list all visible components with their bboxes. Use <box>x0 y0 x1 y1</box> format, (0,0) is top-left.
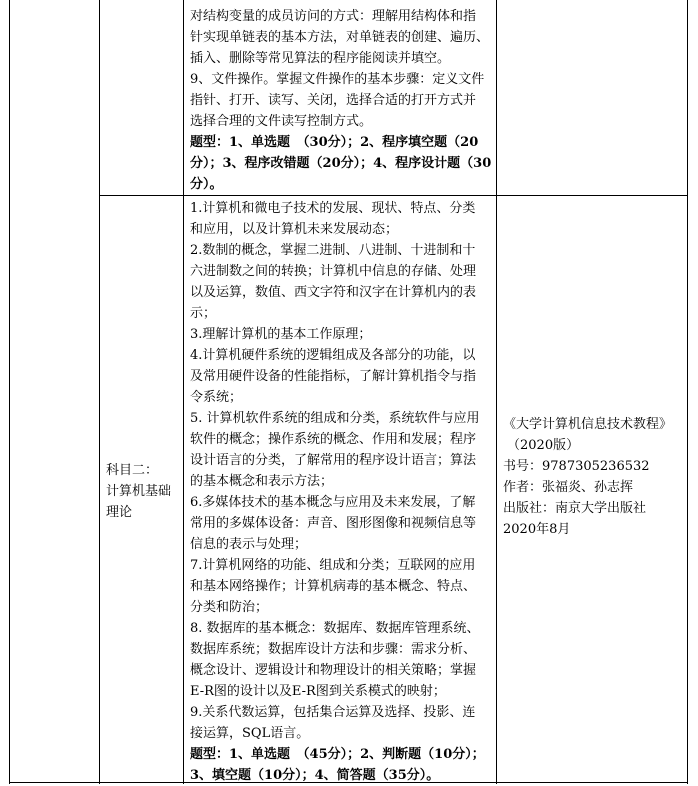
reference-line: 《大学计算机信息技术教程》 <box>503 417 673 432</box>
reference-line: 书号：9787305236532 <box>503 459 650 474</box>
row1-content-line: 对结构变量的成员访问的方式：理解用结构体和指 <box>190 9 477 24</box>
reference-line: （2020版） <box>507 438 580 453</box>
row2-content-line: 和应用，以及计算机未来发展动态； <box>190 222 399 237</box>
row2-content-line: 1.计算机和微电子技术的发展、现状、特点、分类 <box>190 201 476 216</box>
row2-content-line: 常用的多媒体设备：声音、图形图像和视频信息等 <box>190 516 477 531</box>
table-col-divider-1 <box>99 0 100 784</box>
row2-reference-cell <box>503 414 685 540</box>
row1-content-line: 9、文件操作。掌握文件操作的基本步骤：定义文件 <box>190 72 485 87</box>
row2-content-line: 的基本概念和表示方法； <box>190 474 334 489</box>
row2-subject-cell <box>106 460 182 523</box>
row2-content-line: 概念设计、逻辑设计和物理设计的相关策略；掌握 <box>190 663 477 678</box>
row1-content-line: 针实现单链表的基本方法，对单链表的创建、遍历、 <box>190 30 490 45</box>
table-border-left <box>9 0 10 784</box>
row2-content-line: 2.数制的概念，掌握二进制、八进制、十进制和十 <box>190 243 476 258</box>
row2-content-line: 及常用硬件设备的性能指标，了解计算机指令与指 <box>190 369 477 384</box>
table-col-divider-3 <box>496 0 497 784</box>
reference-line: 出版社：南京大学出版社 <box>503 501 647 516</box>
subject-line: 理论 <box>106 505 133 520</box>
row2-content-line: 7.计算机网络的功能、组成和分类；互联网的应用 <box>190 558 476 573</box>
row2-question-types-line: 3、填空题（10分）；4、简答题（35分）。 <box>190 768 440 783</box>
row2-content-line: 8. 数据库的基本概念：数据库、数据库管理系统、 <box>190 621 480 636</box>
row2-content-line: 和基本网络操作；计算机病毒的基本概念、特点、 <box>190 579 477 594</box>
row2-content-line: 数据库系统；数据库设计方法和步骤：需求分析、 <box>190 642 477 657</box>
row2-content-line: 分类和防治； <box>190 600 269 615</box>
row2-content-line: 设计语言的分类，了解常用的程序设计语言；算法 <box>190 453 477 468</box>
row1-content-line: 插入、删除等常见算法的程序能阅读并填空。 <box>190 51 451 66</box>
row1-content-cell <box>190 6 492 195</box>
row2-content-line: 5. 计算机软件系统的组成和分类，系统软件与应用 <box>190 411 480 426</box>
reference-line: 作者：张福炎、孙志挥 <box>503 480 634 495</box>
row2-content-line: 4.计算机硬件系统的逻辑组成及各部分的功能，以 <box>190 348 476 363</box>
row2-content-line: 六进制数之间的转换；计算机中信息的存储、处理 <box>190 264 477 279</box>
row1-content-line: 选择合理的文件读写控制方式。 <box>190 114 373 129</box>
row2-content-line: E-R图的设计以及E-R图到关系模式的映射； <box>190 684 446 699</box>
row2-content-line: 信息的表示与处理； <box>190 537 308 552</box>
row2-content-line: 6.多媒体技术的基本概念与应用及未来发展，了解 <box>190 495 476 510</box>
row2-content-line: 示； <box>190 306 217 321</box>
subject-line: 科目二： <box>106 463 159 478</box>
row1-question-types-line: 分）；3、程序改错题（20分）；4、程序设计题（30 <box>190 156 492 171</box>
row2-content-line: 软件的概念；操作系统的概念、作用和发展；程序 <box>190 432 477 447</box>
row2-content-line: 接运算，SQL语言。 <box>190 726 310 741</box>
subject-line: 计算机基础 <box>106 484 172 499</box>
row1-question-types-line: 分）。 <box>190 177 223 192</box>
row1-content-line: 指针、打开、读写、关闭，选择合适的打开方式并 <box>190 93 477 108</box>
row2-question-types-line: 题型：1、单选题 （45分）；2、判断题（10分）； <box>190 747 485 762</box>
row2-content-cell <box>190 198 492 786</box>
row1-question-types-line: 题型：1、单选题 （30分）；2、程序填空题（20 <box>190 135 479 150</box>
row2-content-line: 令系统； <box>190 390 243 405</box>
table-col-divider-2 <box>183 0 184 784</box>
reference-line: 2020年8月 <box>503 522 571 537</box>
table-row-divider <box>99 195 688 196</box>
row2-content-line: 9.关系代数运算，包括集合运算及选择、投影、连 <box>190 705 476 720</box>
table-border-right <box>687 0 688 784</box>
row2-content-line: 3.理解计算机的基本工作原理； <box>190 327 372 342</box>
row2-content-line: 以及运算，数值、西文字符和汉字在计算机内的表 <box>190 285 477 300</box>
